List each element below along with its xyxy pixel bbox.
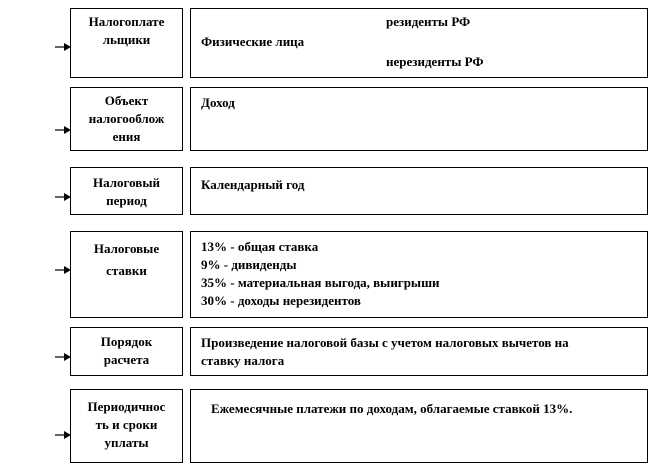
- label-line: период: [106, 193, 147, 208]
- label-line: Налогоплате: [88, 14, 165, 29]
- label-line: Налоговые: [93, 241, 160, 256]
- calculation-content-box: [190, 327, 648, 376]
- calculation-line: Произведение налоговой базы с учетом налоговых вычетов на: [201, 335, 569, 350]
- arrow-icon: [55, 265, 71, 275]
- taxpayers-content-box: [190, 8, 648, 78]
- payment-terms-label-box: [70, 389, 183, 463]
- label-line: ть и сроки: [95, 417, 158, 432]
- individuals-text: Физические лица: [201, 34, 305, 49]
- rate-line: 9% - дивиденды: [201, 257, 297, 272]
- tax-object-label-box: [70, 87, 183, 151]
- monthly-payments-text: Ежемесячные платежи по доходам, облагаемые ставкой 13%.: [211, 401, 573, 416]
- tax-rates-label-box: [70, 231, 183, 318]
- arrow-icon: [55, 125, 71, 135]
- tax-object-content-box: [190, 87, 648, 151]
- label-line: льщики: [102, 32, 151, 47]
- label-line: налогооблож: [88, 111, 165, 126]
- label-line: Порядок: [100, 334, 153, 349]
- label-line: ставки: [106, 263, 147, 278]
- calculation-label-box: [70, 327, 183, 376]
- label-line: Налоговый: [93, 175, 160, 190]
- arrow-icon: [55, 430, 71, 440]
- label-line: Объект: [104, 93, 149, 108]
- income-text: Доход: [201, 95, 235, 110]
- label-line: ения: [112, 129, 141, 144]
- label-line: уплаты: [104, 435, 149, 450]
- calculation-line: ставку налога: [201, 353, 285, 368]
- label-line: расчета: [103, 352, 150, 367]
- rate-line: 35% - материальная выгода, выигрыши: [201, 275, 440, 290]
- arrow-icon: [55, 192, 71, 202]
- taxpayers-label-box: [70, 8, 183, 78]
- residents-text: резиденты РФ: [386, 14, 471, 29]
- arrow-icon: [55, 352, 71, 362]
- tax-period-content-box: [190, 167, 648, 215]
- label-line: Периодичнос: [87, 399, 166, 414]
- tax-period-label-box: [70, 167, 183, 215]
- rate-line: 13% - общая ставка: [201, 239, 319, 254]
- payment-terms-content-box: [190, 389, 648, 463]
- tax-rates-content-box: [190, 231, 648, 318]
- nonresidents-text: нерезиденты РФ: [386, 54, 484, 69]
- calendar-year-text: Календарный год: [201, 177, 305, 192]
- arrow-icon: [55, 42, 71, 52]
- rate-line: 30% - доходы нерезидентов: [201, 293, 361, 308]
